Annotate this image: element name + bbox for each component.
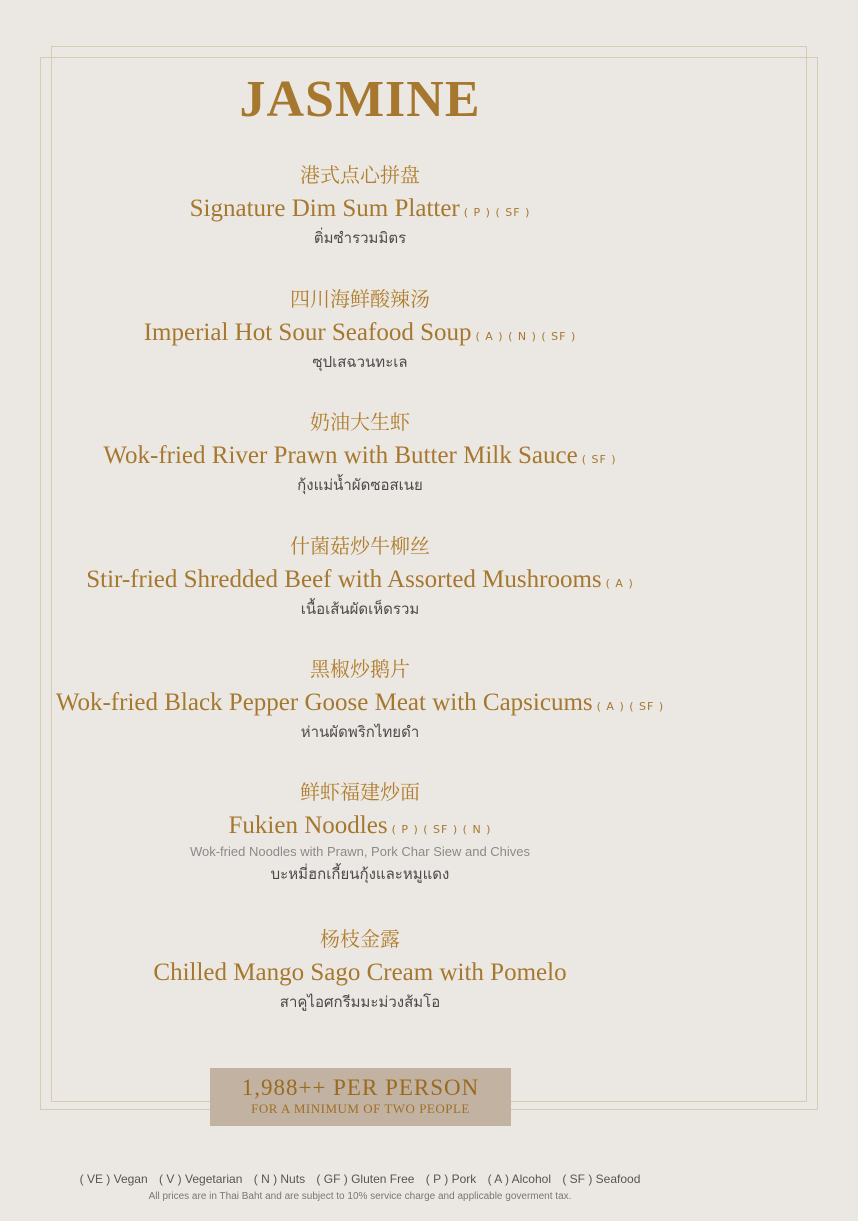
price-minimum-note: FOR A MINIMUM OF TWO PEOPLE	[251, 1101, 470, 1116]
dish-english-name	[0, 811, 720, 841]
dish-item	[0, 927, 720, 1012]
dish-thai-name: สาคูไอศกรีมมะม่วงส้มโอ	[279, 993, 441, 1011]
dish-chinese-name: 黑椒炒鹅片	[310, 657, 410, 681]
dish-chinese-name: 杨枝金露	[320, 927, 400, 951]
dish-chinese-name: 四川海鲜酸辣汤	[290, 287, 430, 311]
dish-tags: ( SF )	[581, 453, 617, 466]
dish-tags: ( P ) ( SF ) ( N )	[391, 823, 492, 836]
dish-english-label: Chilled Mango Sago Cream with Pomelo	[153, 959, 567, 986]
dish-english-label: Wok-fried Black Pepper Goose Meat with Capsicums	[55, 689, 593, 716]
dish-item	[0, 657, 720, 742]
dish-english-name	[0, 958, 720, 988]
price-per-person: 1,988++ PER PERSON	[241, 1075, 480, 1100]
dish-tags: ( A )	[605, 577, 634, 590]
menu-title: JASMINE	[239, 71, 481, 128]
dish-chinese-name: 港式点心拼盘	[300, 163, 420, 187]
dish-chinese-name: 鲜虾福建炒面	[300, 780, 420, 804]
dish-thai-name: ห่านผัดพริกไทยดำ	[300, 723, 420, 741]
dish-thai-name: กุ้งแม่น้ำผัดซอสเนย	[297, 476, 423, 494]
legend-item-seafood: ( SF ) Seafood	[562, 1172, 641, 1186]
dish-item	[0, 287, 720, 372]
dish-english-name	[0, 318, 720, 348]
dish-thai-name: เนื้อเส้นผัดเห็ดรวม	[300, 600, 420, 618]
legend-item-gluten-free: ( GF ) Gluten Free	[316, 1172, 415, 1186]
legend-item-vegan: ( VE ) Vegan	[79, 1172, 148, 1186]
dish-chinese-name: 什菌菇炒牛柳丝	[290, 534, 430, 558]
dish-description: Wok-fried Noodles with Prawn, Pork Char Siew and Chives	[189, 844, 531, 859]
dish-english-label: Fukien Noodles	[228, 812, 388, 839]
dish-item	[0, 410, 720, 495]
dish-chinese-name: 奶油大生虾	[310, 410, 410, 434]
legend-item-vegetarian: ( V ) Vegetarian	[159, 1172, 243, 1186]
dietary-legend	[0, 1172, 720, 1186]
dish-english-name	[0, 565, 720, 595]
legend-item-alcohol: ( A ) Alcohol	[487, 1172, 551, 1186]
price-disclaimer: All prices are in Thai Baht and are subject to 10% service charge and applicable goverment tax.	[148, 1191, 572, 1202]
dish-thai-name: ติ่มซำรวมมิตร	[313, 229, 407, 247]
legend-item-pork: ( P ) Pork	[425, 1172, 477, 1186]
dish-item	[0, 534, 720, 619]
dish-english-name	[0, 194, 720, 224]
dish-thai-name: ซุปเสฉวนทะเล	[312, 353, 408, 371]
price-box	[210, 1068, 511, 1126]
dish-english-label: Imperial Hot Sour Seafood Soup	[143, 319, 472, 346]
dish-english-label: Stir-fried Shredded Beef with Assorted Mushrooms	[86, 566, 602, 593]
legend-item-nuts: ( N ) Nuts	[253, 1172, 306, 1186]
dish-tags: ( A ) ( N ) ( SF )	[475, 330, 577, 343]
dish-item	[0, 780, 720, 884]
dish-english-name	[0, 688, 720, 718]
dish-tags: ( A ) ( SF )	[596, 700, 665, 713]
dish-item	[0, 163, 720, 248]
dish-tags: ( P ) ( SF )	[463, 206, 531, 219]
dish-english-label: Wok-fried River Prawn with Butter Milk Sauce	[103, 442, 578, 469]
dish-thai-name: บะหมี่ฮกเกี้ยนกุ้งและหมูแดง	[270, 865, 450, 883]
dish-english-label: Signature Dim Sum Platter	[189, 195, 460, 222]
dish-english-name	[0, 441, 720, 471]
